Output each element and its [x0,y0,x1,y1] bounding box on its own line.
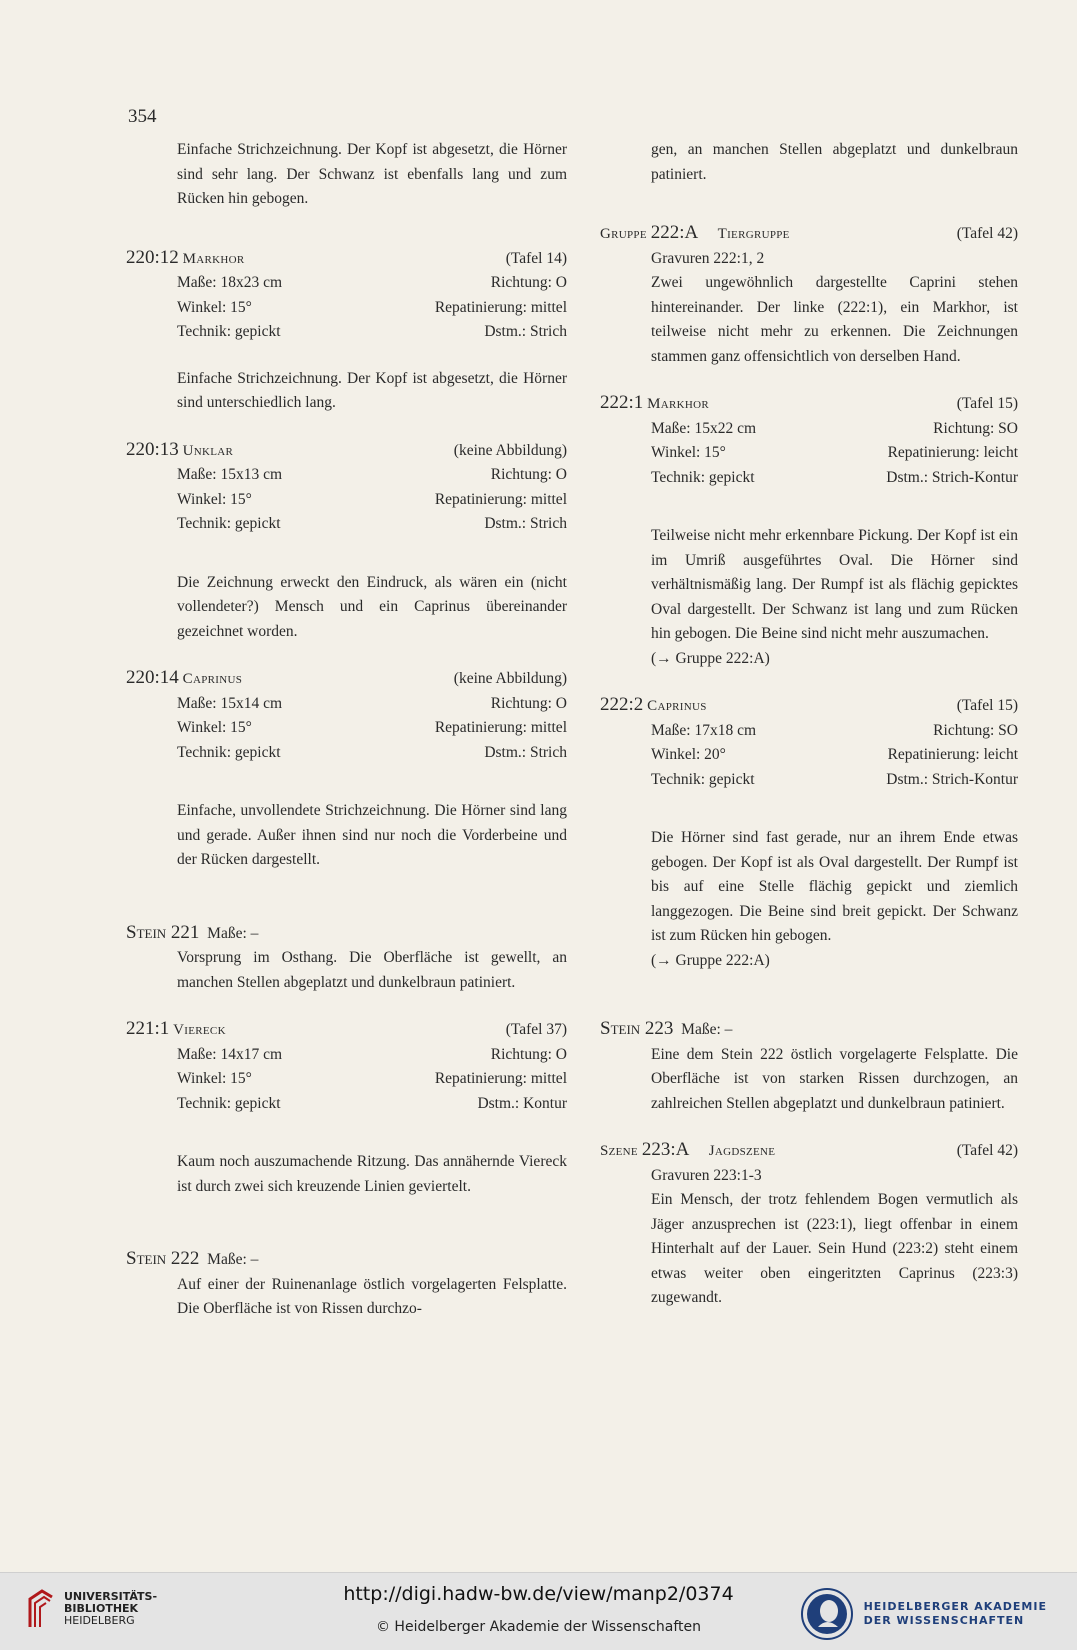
repatinierung-value: Repatinierung: mittel [434,298,567,316]
stein-mass: Maße: – [681,1021,733,1038]
group-kind: Szene [600,1143,638,1159]
group-number: 223:A [641,1139,690,1160]
stein-223 [600,1017,1018,1116]
tafel-ref: (Tafel 15) [956,395,1018,412]
entry-heading [600,391,1018,417]
stein-description: Vorsprung im Osthang. Die Oberfläche ist gewellt, an manchen Stellen abgeplatzt und dunkelbraun patiniert. [177,949,567,991]
winkel-value: Winkel: 20° [651,746,726,763]
entry-description: Die Hörner sind fast gerade, nur an ihrem Ende etwas gebogen. Der Kopf ist als Oval dargestellt. Der Rumpf ist bis auf eine Stelle flächig gepickt und ziemlich langgezogen. Die Beine sind breit gepickt. Der Schwanz ist zum Rücken hin gebogen. [651,829,1018,944]
entry-number: 221:1 [126,1018,170,1039]
dstm-value: Dstm.: Strich-Kontur [886,770,1018,788]
permalink-url[interactable]: http://digi.hadw-bw.de/view/manp2/0374 [343,1583,734,1605]
entry-name: Markhor [182,250,245,267]
mass-value: Maße: 17x18 cm [651,721,757,739]
ub-line-3: HEIDELBERG [64,1614,135,1627]
stein-heading [600,1017,1018,1043]
dstm-value: Dstm.: Kontur [477,1094,567,1112]
group-heading [600,1138,1018,1164]
richtung-value: Richtung: SO [933,721,1018,739]
ub-line-1: UNIVERSITÄTS- [64,1590,158,1603]
winkel-value: Winkel: 15° [177,719,252,736]
repatinierung-value: Repatinierung: mittel [434,1070,567,1087]
repatinierung-value: Repatinierung: mittel [434,490,567,508]
right-column [600,138,1018,1311]
tafel-ref: (Tafel 42) [956,225,1018,242]
stein-mass: Maße: – [207,924,259,942]
entry-name: Caprinus [647,698,707,714]
page-number: 354 [128,106,157,127]
entry-221-1 [126,1017,567,1199]
entry-description: Die Zeichnung erweckt den Eindruck, als wären ein (nicht vollendeter?) Mensch und ein Caprinus übereinander gezeichnet worden. [177,573,567,640]
stein-label: Stein 222 [126,1248,200,1269]
copyright-notice: © Heidelberger Akademie der Wissenschaften [375,1619,701,1635]
footer-bar [0,1572,1077,1650]
dstm-value: Dstm.: Strich [484,323,567,340]
group-reference: (→ Gruppe 222:A) [651,951,770,969]
winkel-value: Winkel: 15° [177,298,252,316]
richtung-value: Richtung: SO [933,419,1018,437]
entry-220-13 [126,438,567,645]
group-kind: Gruppe [600,226,647,242]
stein-description: Eine dem Stein 222 östlich vorgelagerte Felsplatte. Die Oberfläche ist von starken Rissen durchzogen, an zahlreichen Stellen abgeplatzt und dunkelbraun patiniert. [651,1045,1018,1112]
entry-heading [126,246,567,272]
group-heading [600,221,1018,247]
gravuren-ref: Gravuren 222:1, 2 [651,249,765,267]
tafel-ref: (Tafel 14) [505,249,567,267]
winkel-value: Winkel: 15° [177,490,252,508]
technik-value: Technik: gepickt [177,1094,281,1112]
group-name: Tiergruppe [717,226,790,242]
entry-number: 220:12 [126,246,179,268]
stein-mass: Maße: – [207,1251,259,1268]
stein-description: Auf einer der Ruinenanlage östlich vorgelagerten Felsplatte. Die Oberfläche ist von Rissen durchzo- [177,1275,567,1317]
richtung-value: Richtung: O [490,694,567,712]
repatinierung-value: Repatinierung: leicht [887,746,1018,763]
entry-name: Unklar [182,442,234,459]
entry-number: 220:14 [126,667,179,688]
stein-heading [126,921,567,947]
entry-heading [126,666,567,692]
entry-heading [126,1017,567,1043]
tafel-ref: (Tafel 37) [505,1021,567,1038]
richtung-value: Richtung: O [490,1045,567,1063]
tafel-ref: (keine Abbildung) [453,441,567,459]
technik-value: Technik: gepickt [177,515,281,532]
stein-221 [126,921,567,996]
gruppe-222-a [600,221,1018,369]
technik-value: Technik: gepickt [177,323,281,340]
entry-description: Teilweise nicht mehr erkennbare Pickung. Der Kopf ist ein im Umriß ausgeführtes Oval. Die Hörner sind verhältnismäßig lang. Der Rumpf ist als flächig gepicktes Oval dargestellt. Der Schwanz ist lang und zum Rücken hin gebogen. Die Beine sind nicht mehr auszumachen. [651,527,1018,642]
repatinierung-value: Repatinierung: leicht [887,444,1018,461]
mass-value: Maße: 18x23 cm [177,274,283,291]
entry-number: 222:2 [600,694,644,715]
stein-label: Stein 223 [600,1018,674,1039]
group-name: Jagdszene [708,1143,776,1159]
gravuren-ref: Gravuren 223:1-3 [651,1166,762,1184]
entry-name: Viereck [173,1022,226,1038]
repatinierung-value: Repatinierung: mittel [434,719,567,736]
group-number: 222:A [650,222,699,243]
tafel-ref: (keine Abbildung) [453,670,567,687]
mass-value: Maße: 15x13 cm [177,466,283,483]
entry-heading [600,693,1018,719]
group-description: Ein Mensch, der trotz fehlendem Bogen vermutlich als Jäger anzusprechen ist (223:1), liegt offenbar in einem Hinterhalt auf der Lauer. Sein Hund (223:2) steht einem etwas weiter oben eingeritzten Caprinus (223:3) zugewandt. [651,1191,1018,1306]
hak-logo[interactable] [800,1587,1047,1641]
richtung-value: Richtung: O [490,274,567,291]
stein-heading [126,1247,567,1273]
technik-value: Technik: gepickt [177,743,281,761]
technik-value: Technik: gepickt [651,770,755,788]
stein-label: Stein 221 [126,921,200,943]
winkel-value: Winkel: 15° [651,444,726,461]
mass-value: Maße: 14x17 cm [177,1045,283,1063]
intro-text: Einfache Strichzeichnung. Der Kopf ist abgesetzt, die Hörner sind sehr lang. Der Schwanz ist ebenfalls lang und zum Rücken hin gebogen. [177,141,567,207]
entry-name: Caprinus [182,671,243,687]
entry-description: Einfache Strichzeichnung. Der Kopf ist abgesetzt, die Hörner sind unterschiedlich lang. [177,369,567,411]
entry-name: Markhor [647,396,710,412]
left-column [126,138,567,1322]
mass-value: Maße: 15x14 cm [177,694,283,712]
mass-value: Maße: 15x22 cm [651,419,757,437]
entry-220-14 [126,666,567,873]
technik-value: Technik: gepickt [651,468,755,486]
academy-seal-icon [800,1587,854,1641]
stein-222 [126,1247,567,1322]
entry-description: Einfache, unvollendete Strichzeichnung. Die Hörner sind lang und gerade. Außer ihnen sind nur noch die Vorderbeine und der Rücken dargestellt. [177,802,567,868]
winkel-value: Winkel: 15° [177,1070,252,1087]
tafel-ref: (Tafel 42) [956,1142,1018,1159]
entry-number: 222:1 [600,392,644,413]
hak-line-2: DER WISSENSCHAFTEN [863,1614,1025,1627]
hak-line-1: HEIDELBERGER AKADEMIE [863,1600,1047,1613]
entry-222-1 [600,391,1018,671]
dstm-value: Dstm.: Strich [484,515,567,532]
richtung-value: Richtung: O [490,466,567,483]
hak-logo-text [864,1600,1047,1628]
tafel-ref: (Tafel 15) [956,697,1018,714]
continued-text: gen, an manchen Stellen abgeplatzt und dunkelbraun patiniert. [651,141,1018,183]
entry-222-2 [600,693,1018,973]
dstm-value: Dstm.: Strich [484,743,567,761]
dstm-value: Dstm.: Strich-Kontur [886,468,1018,486]
entry-description: Kaum noch auszumachende Ritzung. Das annähernde Viereck ist durch zwei sich kreuzende Linien geviertelt. [177,1153,567,1195]
entry-number: 220:13 [126,438,179,460]
entry-220-12 [126,246,567,416]
group-description: Zwei ungewöhnlich dargestellte Caprini stehen hintereinander. Der linke (222:1), ein Markhor, ist teilweise nicht mehr zu erkennen. Die Zeichnungen stammen ganz offensichtlich von derselben Hand. [651,274,1018,365]
entry-heading [126,438,567,464]
szene-223-a [600,1138,1018,1311]
ub-line-2: BIBLIOTHEK [64,1602,139,1615]
group-reference: (→ Gruppe 222:A) [651,649,770,667]
